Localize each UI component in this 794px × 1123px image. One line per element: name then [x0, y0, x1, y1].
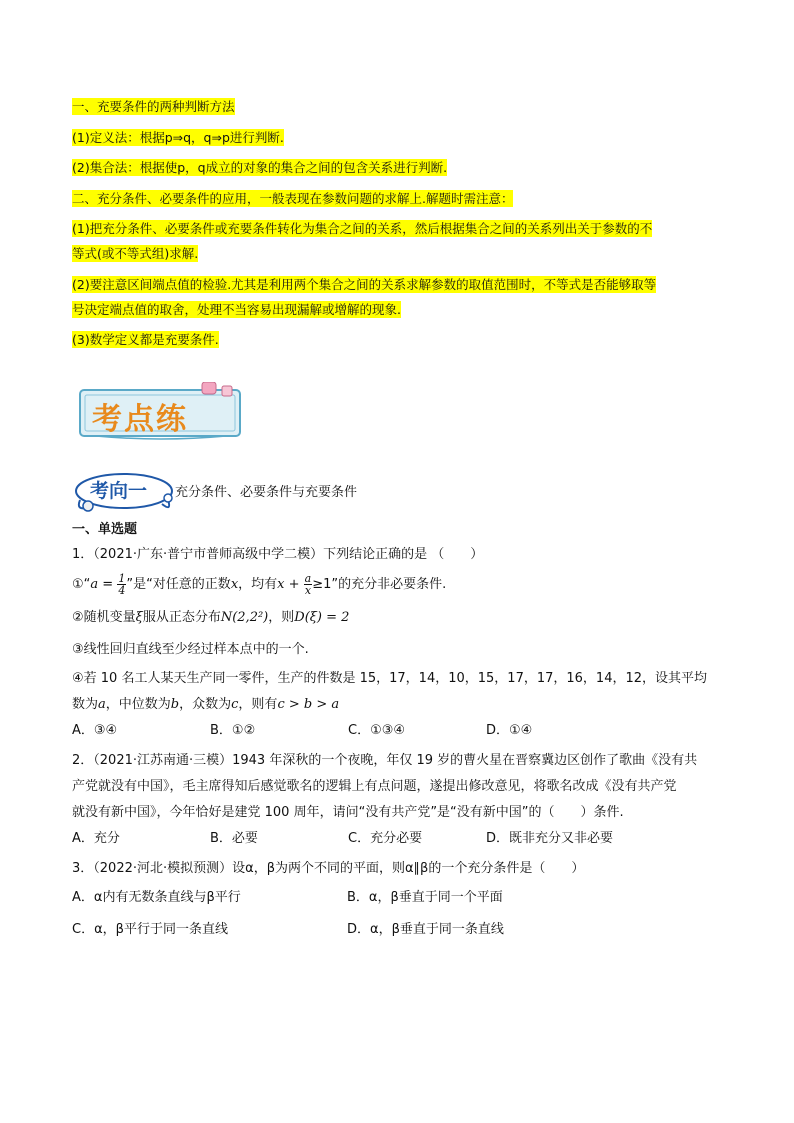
fraction: $\frac{a}{x}$ — [304, 572, 312, 597]
question-2-options — [72, 826, 732, 852]
question-3-options-row-1 — [72, 882, 732, 914]
question-1-statement-1: ①“a = $\frac{1}{4}$ ”是“对任意的正数x，均有x + $\frac{a}{x}$ ≥1”的充分非必要条件. — [72, 572, 447, 597]
question-2-line-1: 2．（2021·江苏南通·三模）1943 年深秋的一个夜晚，年仅 19 岁的曹火星在晋察冀边区创作了歌曲《没有共 — [72, 753, 698, 768]
question-3-stem: 3．（2022·河北·模拟预测）设α，β为两个不同的平面，则α∥β的一个充分条件是（ ） — [72, 861, 585, 876]
option-b[interactable]: B．α，β垂直于同一个平面 — [347, 890, 503, 905]
note-line: (1)把充分条件、必要条件或充要条件转化为集合之间的关系，然后根据集合之间的关系列出关于参数的不 — [72, 221, 653, 236]
question-1-statement-4-cont: 数为a，中位数为b，众数为c，则有c > b > a — [72, 697, 340, 712]
question-1-statement-4: ④若 10 名工人某天生产同一零件，生产的件数是 15，17，14，10，15，17，17，16，14，12，设其平均 — [72, 671, 708, 686]
note-line: (1)定义法：根据p⇒q，q⇒p进行判断. — [72, 129, 284, 145]
topic-title: 充分条件、必要条件与充要条件 — [175, 485, 358, 500]
note-line: 等式(或不等式组)求解. — [72, 246, 199, 261]
banner-title: 考点练 — [92, 402, 188, 437]
question-1-statement-2: ②随机变量ξ服从正态分布N(2,2²)，则D(ξ) = 2 — [72, 610, 350, 625]
note-line: 号决定端点值的取舍，处理不当容易出现漏解或增解的现象. — [72, 301, 401, 317]
question-3-options-row-2 — [72, 914, 732, 946]
question-1-statement-3: ③线性回归直线至少经过样本点中的一个. — [72, 642, 309, 657]
note-line: 二、充分条件、必要条件的应用，一般表现在参数问题的求解上.解题时需注意： — [72, 190, 514, 206]
fraction: $\frac{1}{4}$ — [118, 572, 126, 597]
option-d[interactable]: D．既非充分又非必要 — [486, 831, 614, 846]
summary-notes — [72, 96, 732, 360]
note-line: (3)数学定义都是充要条件. — [72, 332, 219, 347]
option-d[interactable]: D．①④ — [486, 723, 533, 738]
question-1-stem: 1．（2021·广东·普宁市普师高级中学二模）下列结论正确的是 （ ） — [72, 547, 484, 562]
note-line: 一、充要条件的两种判断方法 — [72, 99, 235, 114]
question-2-line-3: 就没有新中国》，今年恰好是建党 100 周年，请问“没有共产党”是“没有新中国”的（ ）条件. — [72, 805, 624, 820]
option-a[interactable]: A．③④ — [72, 723, 118, 738]
option-c[interactable]: C．①③④ — [348, 723, 406, 738]
topic-header — [72, 470, 392, 512]
question-2-line-2: 产党就没有中国》，毛主席得知后感觉歌名的逻辑上有点问题，遂提出修改意见，将歌名改成《没有共产党 — [72, 779, 677, 794]
option-c[interactable]: C．充分必要 — [348, 831, 423, 846]
option-a[interactable]: A．α内有无数条直线与β平行 — [72, 890, 241, 905]
note-line: (2)集合法：根据使p，q成立的对象的集合之间的包含关系进行判断. — [72, 160, 448, 175]
option-a[interactable]: A．充分 — [72, 831, 120, 846]
option-b[interactable]: B．必要 — [210, 831, 258, 846]
option-c[interactable]: C．α，β平行于同一条直线 — [72, 922, 228, 937]
topic-badge-label: 考向一 — [90, 480, 148, 502]
question-list — [72, 521, 732, 946]
kaodianlian-banner — [76, 388, 246, 440]
question-1-options — [72, 718, 732, 744]
option-b[interactable]: B．①② — [210, 723, 256, 738]
note-line: (2)要注意区间端点值的检验.尤其是利用两个集合之间的关系求解参数的取值范围时，不等式是否能够取等 — [72, 276, 657, 292]
section-heading: 一、单选题 — [72, 522, 138, 537]
option-d[interactable]: D．α，β垂直于同一条直线 — [347, 922, 504, 937]
